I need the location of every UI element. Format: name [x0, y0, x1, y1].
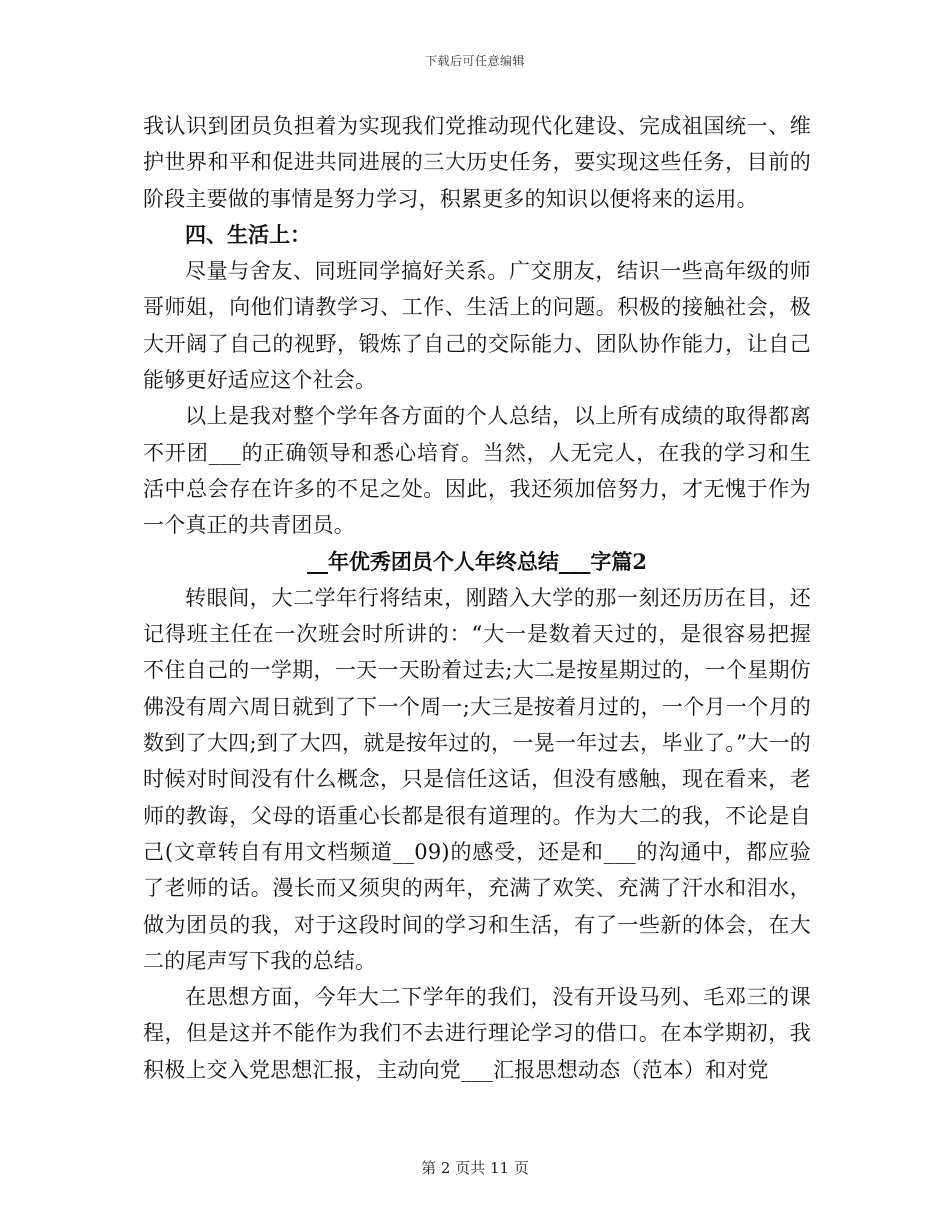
page-header: 下载后可任意编辑 [424, 54, 525, 68]
document-body [143, 108, 811, 1088]
paragraph-thought: 在思想方面，今年大二下学年的我们，没有开设马列、毛邓三的课程，但是这并不能作为我们不去进行理论学习的借口。在本学期初，我积极上交入党思想汇报，主动向党___汇报思想动态（范本）和对党 [143, 985, 811, 1082]
paragraph-continuation: 我认识到团员负担着为实现我们党推动现代化建设、完成祖国统一、维护世界和平和促进共同进展的三大历史任务，要实现这些任务，目前的阶段主要做的事情是努力学习，积累更多的知识以便将来的运用。 [143, 114, 811, 211]
article-title: __年优秀团员个人年终总结___字篇2 [306, 548, 648, 574]
paragraph-life: 尽量与舍友、同班同学搞好关系。广交朋友，结识一些高年级的师哥师姐，向他们请教学习、工作、生活上的问题。积极的接触社会，极大开阔了自己的视野，锻炼了自己的交际能力、团队协作能力，让自己能够更好适应这个社会。 [143, 259, 811, 393]
section-heading-life: 四、生活上： [185, 221, 311, 247]
paragraph-intro: 转眼间，大二学年行将结束，刚踏入大学的那一刻还历历在目，还记得班主任在一次班会时所讲的：“大一是数着天过的，是很容易把握不住自己的一学期，一天一天盼着过去;大二是按星期过的，一个星期仿佛没有周六周日就到了下一个周一;大三是按着月过的，一个月一个月的数到了大四;到了大四，就是按年过的，一晃一年过去，毕业了。”大一的时候对时间没有什么概念，只是信任这话，但没有感触，现在看来，老师的教诲，父母的语重心长都是很有道理的。作为大二的我，不论是自己(文章转自有用文档频道__09)的感受，还是和___的沟通中，都应验了老师的话。漫长而又须臾的两年，充满了欢笑、充满了汗水和泪水，做为团员的我，对于这段时间的学习和生活，有了一些新的体会，在大二的尾声写下我的总结。 [143, 585, 811, 973]
paragraph-summary: 以上是我对整个学年各方面的个人总结，以上所有成绩的取得都离不开团___的正确领导和悉心培育。当然，人无完人，在我的学习和生活中总会存在许多的不足之处。因此，我还须加倍努力，才无愧于作为一个真正的共青团员。 [143, 404, 811, 538]
page-footer: 第 2 页共 11 页 [421, 1159, 529, 1177]
